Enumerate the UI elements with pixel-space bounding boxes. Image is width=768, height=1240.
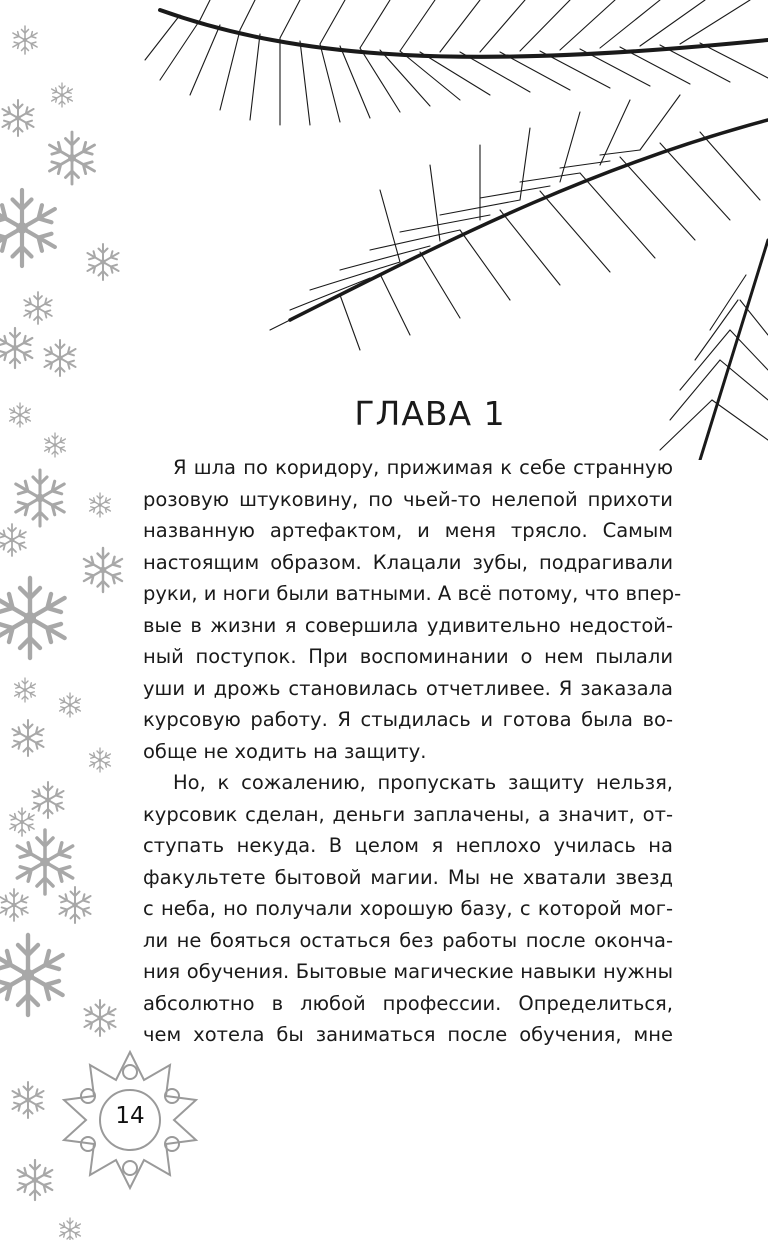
text-line: с неба, но получали хорошую базу, с которой мог- (143, 897, 673, 920)
body-text (143, 452, 682, 1051)
text-line: ный поступок. При воспоминании о нем пылали (143, 645, 673, 668)
text-line: абсолютно в любой профессии. Определиться, (143, 991, 673, 1015)
page-number: 14 (115, 1103, 145, 1129)
text-line: Я шла по коридору, прижимая к себе странную (173, 456, 673, 479)
text-line: Но, к сожалению, пропускать защиту нельзя, (173, 771, 673, 794)
text-line: вые в жизни я совершила удивительно недостой- (143, 613, 673, 637)
text-line: ния обучения. Бытовые магические навыки нужны (143, 960, 673, 983)
text-line: ли не бояться остаться без работы после оконча- (143, 928, 673, 952)
text-line: розовую штуковину, по чьей-то нелепой прихоти (143, 487, 673, 511)
chapter-title: ГЛАВА 1 (354, 394, 506, 434)
paragraph-2 (143, 767, 673, 1051)
text-line: факультете бытовой магии. Мы не хватали звезд (143, 865, 673, 889)
text-line: руки, и ноги были ватными. А всё потому, что впер- (143, 582, 682, 605)
text-line: чем хотела бы заниматься после обучения, мне (143, 1023, 673, 1046)
text-line: курсовую работу. Я стыдилась и готова была во- (143, 708, 673, 731)
paragraph-1 (143, 452, 682, 767)
text-line: уши и дрожь становилась отчетливее. Я заказала (143, 676, 673, 700)
text-line: курсовик сделан, деньги заплачены, а значит, от- (143, 802, 673, 826)
text-line: названную артефактом, и меня трясло. Самым (143, 519, 673, 542)
text-line: ступать некуда. В целом я неплохо училась на (143, 834, 673, 857)
text-line: настоящим образом. Клацали зубы, подрагивали (143, 550, 673, 574)
text-line: обще не ходить на защиту. (143, 739, 427, 763)
pine-branches-illustration (140, 0, 768, 460)
